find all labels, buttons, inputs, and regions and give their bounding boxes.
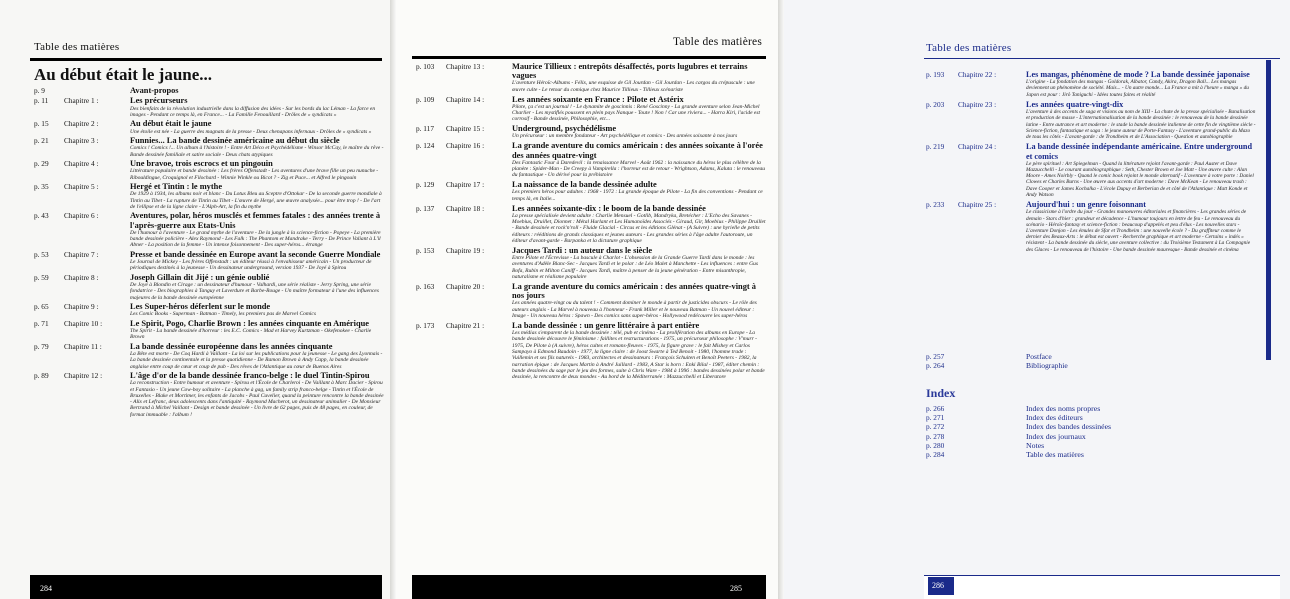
entry-description: The Spirit - La bande dessinée d'horreur : les E.C. Comics - Mad et Harvey Kurtzman - Okefenokee - Charlie Brown xyxy=(130,327,372,341)
entry-title: Notes xyxy=(1026,440,1045,450)
entry-chapter: Chapitre 18 : xyxy=(446,203,485,213)
toc-left xyxy=(34,86,384,419)
entry-title: Joseph Gillain dit Jijé : un génie oublié xyxy=(130,272,270,282)
book-title: Au début était le jaune... xyxy=(34,65,213,84)
entry-chapter: Chapitre 24 : xyxy=(958,142,997,152)
entry-page: p. 284 xyxy=(926,450,945,460)
entry-chapter: Chapitre 11 : xyxy=(64,341,102,351)
entry-page: p. 79 xyxy=(34,341,49,351)
entry-page: p. 53 xyxy=(34,249,49,259)
entry-page: p. 124 xyxy=(416,141,435,151)
entry-chapter: Chapitre 5 : xyxy=(64,182,99,192)
title-rule xyxy=(412,56,766,59)
toc-entry xyxy=(34,119,384,135)
toc-entry xyxy=(34,273,384,301)
entry-page: p. 35 xyxy=(34,182,49,192)
entry-title: Bibliographie xyxy=(1026,361,1068,371)
toc-entry xyxy=(926,404,1256,413)
entry-page: p. 163 xyxy=(416,281,435,291)
entry-page: p. 117 xyxy=(416,124,434,134)
toc-entry xyxy=(926,450,1256,459)
toc-entry xyxy=(34,96,384,118)
entry-description: Des Fantastic Four à Daredevil : la renaissance Marvel - Août 1962 : la naissance du héros le plus célèbre de la planète : Spider-Man - De Creepy à Vampirella : l'horreur est de retour - Wrightson, Adams, Kaluta : le renouveau du fantastique - Un dérivé pour la préhistoire xyxy=(512,159,766,179)
entry-chapter: Chapitre 7 : xyxy=(64,249,99,259)
page-number: 286 xyxy=(928,577,954,595)
entry-page: p. 278 xyxy=(926,431,945,441)
entry-title: Aujourd'hui : un genre foisonnant xyxy=(1026,200,1146,210)
entry-page: p. 280 xyxy=(926,440,945,450)
entry-title: Maurice Tillieux : entrepôts désaffectés, ports lugubres et terrains vagues xyxy=(512,62,748,81)
entry-title: Le Spirit, Pogo, Charlie Brown : les années cinquante en Amérique xyxy=(130,318,369,328)
entry-title: La bande dessinée : un genre littéraire à part entière xyxy=(512,320,700,330)
title-rule xyxy=(30,58,382,61)
toc-entry xyxy=(34,182,384,210)
toc-entry xyxy=(34,159,384,181)
page-number: 285 xyxy=(730,584,742,593)
entry-title: Presse et bande dessinée en Europe avant la seconde Guerre Mondiale xyxy=(130,249,381,259)
entry-chapter: Chapitre 4 : xyxy=(64,159,99,169)
entry-page: p. 11 xyxy=(34,96,49,106)
entry-description: L'origine - La fondation des mangas - Goldorak, Albator, Candy, Akira, Dragon Ball... Les mangas deviennent un phénomène de société. Mais... - Un autre monde... La France a mit à l'heure « manga » du Japon est pour : Jirô Taniguchi - Idées toutes faites et réalité xyxy=(1026,79,1249,98)
entry-title: La bande dessinée indépendante américaine. Entre underground et comics xyxy=(1026,142,1253,161)
entry-description: Pilote, ça c'est un journal ! - Le dynamite de goscinnis : René Goscinny - La grande aventure selon Jean-Michel Charlier - Les mystiflés poussent en plein pays Nanque - Toute ! Non ! Car une riviera... - Harra Kiri, l'acide est corrosif - Bande dessinée, Philosophie, etc... xyxy=(512,103,760,123)
page-heading: Table des matières xyxy=(34,41,120,53)
entry-title: Index des éditeurs xyxy=(1026,413,1083,423)
page-footer xyxy=(30,575,382,599)
entry-chapter: Chapitre 3 : xyxy=(64,136,99,146)
entry-chapter: Chapitre 6 : xyxy=(64,211,99,221)
toc-entry xyxy=(416,62,766,93)
entry-title: La grande aventure du comics américain : des années quatre-vingt à nos jours xyxy=(512,281,756,301)
entry-page: p. 203 xyxy=(926,100,945,109)
toc-entry xyxy=(416,321,766,381)
toc-entry xyxy=(416,246,766,280)
entry-title: Les années soixante-dix : le boom de la bande dessinée xyxy=(512,203,706,213)
entry-chapter: Chapitre 19 : xyxy=(446,245,485,255)
toc-entry xyxy=(416,282,766,319)
entry-chapter: Chapitre 25 : xyxy=(958,200,997,210)
entry-title: Jacques Tardi : un auteur dans le siècle xyxy=(512,245,653,255)
entry-title: La grande aventure du comics américain : des années soixante à l'orée des années quatre-vingt xyxy=(512,141,763,160)
entry-title: Index des bandes dessinées xyxy=(1026,422,1112,432)
entry-description: Littérature populaire et bande dessinée : Les frères Offenstadt - Les aventures d'une brave fille un peu nunuche - Ribouldingue, Croquignol et Filochard - Winnie Winkle ou Bicot ? - Zig et Puce... et Alfred le pingouin xyxy=(130,168,379,181)
entry-chapter: Chapitre 16 : xyxy=(446,141,485,151)
entry-title: Index des journaux xyxy=(1026,431,1086,441)
entry-page: p. 129 xyxy=(416,180,435,190)
toc-entry xyxy=(34,211,384,248)
entry-chapter: Chapitre 23 : xyxy=(958,100,997,109)
entry-page: p. 153 xyxy=(416,245,435,255)
entry-page: p. 137 xyxy=(416,203,435,213)
page-heading: Table des matières xyxy=(673,36,763,48)
entry-chapter: Chapitre 10 : xyxy=(64,318,103,328)
back-matter xyxy=(926,352,1256,370)
toc-entry xyxy=(926,70,1256,98)
entry-chapter: Chapitre 21 : xyxy=(446,320,485,330)
entry-description: Les années quatre-vingt ou du talent ! - Comment dominer le monde à partir de justicides obscurs - Le rôle des auteurs anglais - La Marvel à nouveau à l'honneur - Frank Miller et le nouveau Batman - Un nouvel éditeur : Image - Un nouveau héros : Spawn - Des comics sans super-héros - Hollywood redécouvre les super-héros xyxy=(512,300,757,319)
entry-page: p. 103 xyxy=(416,62,435,71)
index-list xyxy=(926,404,1256,459)
toc-entry xyxy=(34,136,384,158)
entry-description: Un précurseur : un membre fondateur - Art psychédélique et comics - Des années soixante à nos jours xyxy=(512,133,738,140)
entry-page: p. 43 xyxy=(34,211,49,221)
toc-middle xyxy=(416,62,766,382)
entry-description: De Joyé à Blondin et Cirage : un dessinateur d'humour - Valhardi, une série réaliste - Jerry Spring, une série fondatrice - Des biographies à Tanguy et Laverdure et Barbe-Rouge - Un maître formateur à l'une des influences majeures de la bande dessinée européenne xyxy=(130,281,379,301)
entry-description: Une étoile est née - La guerre des magnats de la presse - Deux chenapans infernaux - Drôles de « syndicats » xyxy=(130,128,372,135)
page-284 xyxy=(0,0,396,599)
entry-title: Index des noms propres xyxy=(1026,404,1101,413)
entry-chapter: Chapitre 20 : xyxy=(446,281,485,291)
entry-page: p. 9 xyxy=(34,86,45,95)
entry-description: Les premiers héros pour adultes : 1968 - 1972 : La grande époque de Pilote - La fin des conventions - Pendant ce temps là, en Italie... xyxy=(512,189,763,202)
entry-title: Postface xyxy=(1026,352,1052,361)
title-rule xyxy=(924,58,1280,59)
toc-entry xyxy=(34,342,384,370)
toc-entry xyxy=(926,432,1256,441)
entry-title: Les Super-héros déferlent sur le monde xyxy=(130,302,271,312)
entry-page: p. 272 xyxy=(926,422,945,432)
entry-page: p. 233 xyxy=(926,200,945,210)
entry-page: p. 89 xyxy=(34,371,49,381)
entry-description: L'aventure Héroïc-Albums - Félix, une esquisse de Gil Jourdan - Gil Jourdan - Les cargos du crépuscule : une œuvre culte - Le retour du comique chez Maurice Tillieux - Tillieux scénariste xyxy=(512,80,755,93)
page-number: 284 xyxy=(40,584,52,593)
toc-entry xyxy=(416,180,766,202)
side-bar xyxy=(1266,60,1271,360)
toc-entry xyxy=(926,200,1256,253)
entry-chapter: Chapitre 13 : xyxy=(446,62,485,71)
index-title: Index xyxy=(926,386,956,400)
entry-chapter: Chapitre 12 : xyxy=(64,371,103,381)
entry-description: Entre Pilote et l'Écrevisse - La bascule à Charlot - L'obsession de la Grande Guerre Tardi dans le monde : les aventures d'Adèle Blanc-Sec - Jacques Tardi et le polar : de Léo Malet à Manchette - Les influences : entre Gus Bofa, Rubin et Milton Caniff - Jacques Tardi, maître à penser de la jeune génération - Entre misanthropie, naturalisme et réalisme populaire xyxy=(512,255,758,281)
entry-title: Funnies... La bande dessinée américaine au début du siècle xyxy=(130,136,340,146)
entry-title: Table des matières xyxy=(1026,450,1084,460)
entry-chapter: Chapitre 2 : xyxy=(64,119,99,129)
entry-description: L'aventure à des accents de saga et visions au nom de XIII - La chute de la presse spécialisée - Banalisation et production de masse - L'internationalisation de la bande dessinée : le renouveau de la bande dessinée latine - Entre autrance et art moderne : le stade la bande dessinée italienne de cette fin de vingtième siècle - Science-fiction, fantastique et saga : le jeune auteur de Porte-Fantasy - L'aventure grand-public du Mazo de tous les côtés - L'avant-garde : de Trondheim et de L'Association - Question et autobiographie xyxy=(1026,109,1256,141)
entry-description: Les médias s'emparent de la bande dessinée : télé, pub et cinéma - La prolifération des albums en Europe - La bande dessinée découvre le féminisme : faillites et restructurations - 1975, un précurseur philosophe : V'murr - 1975, De Pilote à (A suivre), héros cultes et romans-fleuves - 1975, la figure grave : le fait Mishey et Carlos Sampayo à Edmond Baudoin - 1977, la ligne claire : de Joost Swarte à Ted Benoit - 1980, l'homme trade : Vuillemin et ses fils naturels - 1983, architectes et dessinateurs : François Schuiten et Benoît Peeters - 1982, la narration épique : de Jacques Martin à André Juillard - 1983, A Star is born : Enki Bilal - 1987, éditer chemin : bande dessinées du sage par le jeu des formes, suite à Chris Ware - 1984 à 1996 : bandes dessinées polar et bande dessinée, la rencontre de deux mondes - Au bord de la Méditerranée : Mazzucchelli et Liberatore xyxy=(512,330,765,381)
entry-description: Le père spirituel : Art Spiegelman - Quand la littérature rejoint l'avant-garde : Paul Auster et Dave Mazzucchelli - Le courant autobiographique : Seth, Chester Brown et Joe Matt - Une œuvre culte : Alan Moore - Ames Noirbly - Quand le comic book rejoint le monde alternatif - L'aventure à votre porte : Daniel Clowes et Charles Burns - Une œuvre aux accents d'art moderne : Dave McKean - Le renouveau trash : Dave Cooper et James Kochalka - L'école Dupuy et Berberian de et côté de l'Atlantique : Matt Konde et Andy Watson xyxy=(1026,160,1254,198)
entry-page: p. 219 xyxy=(926,142,945,152)
entry-page: p. 71 xyxy=(34,318,49,328)
entry-page: p. 21 xyxy=(34,136,49,146)
entry-description: Comics ! Comics !... Un album à l'histoire ! - Entre Art Déco et Psychédélisme - Winsor McCay, le maître du rêve - Bande dessinée familiale et satire sociale - Deux chats atypiques xyxy=(130,145,384,158)
toc-entry xyxy=(416,124,766,140)
entry-title: Hergé et Tintin : le mythe xyxy=(130,182,223,192)
entry-chapter: Chapitre 1 : xyxy=(64,96,99,106)
toc-entry xyxy=(416,95,766,123)
entry-chapter: Chapitre 14 : xyxy=(446,94,485,104)
entry-title: Les mangas, phénomène de mode ? La bande dessinée japonaise xyxy=(1026,70,1250,79)
entry-title: Une bravoe, trois escrocs et un pingouin xyxy=(130,159,273,169)
entry-page: p. 65 xyxy=(34,302,49,312)
page-footer xyxy=(924,575,1280,599)
toc-entry xyxy=(926,352,1256,361)
toc-entry xyxy=(926,422,1256,431)
entry-page: p. 15 xyxy=(34,119,49,129)
page-285 xyxy=(396,0,784,599)
page-heading: Table des matières xyxy=(926,42,1012,54)
entry-title: Underground, psychédélisme xyxy=(512,124,617,134)
entry-description: Le classicisme à l'ordre du jour - Grandes manoeuvres éditoriales et financières - Les grandes séries de demain - Stars d'hier : grandeur et décadence - L'humour toujours en lettre de feu - Le renouveau du scénario - Héroïc-fantasy et science-fiction : beaucoup d'appelés et peu d'élus - Les nouvelles stars - L'aventure Donjon - Les émules de Sfar et Trondheim : une nouvelle école ? - Du graffiteur comme le dernier des Beaux-Arts : le début est ouvert - Recherche graphique et art moderne - Certains « indés » résistent - La bande dessinée du siècle, une aventure collective : du Troisième Testament à La Compagnie des Glaces - Le renouveau de l'histoire - Une bande dessinée mauresque - Bande dessinée et cinéma xyxy=(1026,209,1251,253)
entry-title: Les précurseurs xyxy=(130,96,188,106)
toc-entry xyxy=(34,250,384,272)
entry-title: La bande dessinée européenne dans les années cinquante xyxy=(130,341,333,351)
entry-description: Les Comic Books - Superman - Batman - Timely, les premiers pas de Marvel Comics xyxy=(130,311,317,318)
entry-chapter: Chapitre 9 : xyxy=(64,302,99,312)
entry-title: Les années soixante en France : Pilote et Astérix xyxy=(512,94,684,104)
toc-entry xyxy=(34,319,384,341)
page-footer xyxy=(412,575,766,599)
toc-entry xyxy=(34,371,384,418)
entry-chapter: Chapitre 8 : xyxy=(64,272,99,282)
entry-page: p. 257 xyxy=(926,352,945,361)
entry-page: p. 266 xyxy=(926,404,945,413)
entry-chapter: Chapitre 17 : xyxy=(446,180,485,190)
toc-entry xyxy=(926,361,1256,370)
entry-description: Des bienfaits de la révolution industrielle dans la diffusion des idées - Sur les bords du lac Léman - La farce en images - Pendant ce temps là, en France... - La Famille Fenouillard - Drôles de « syndicats » xyxy=(130,105,376,118)
entry-page: p. 29 xyxy=(34,159,49,169)
entry-page: p. 193 xyxy=(926,70,945,79)
toc-entry xyxy=(34,302,384,318)
toc-entry xyxy=(926,142,1256,198)
toc-right xyxy=(926,70,1256,255)
entry-title: Les années quatre-vingt-dix xyxy=(1026,100,1124,109)
entry-title: La naissance de la bande dessinée adulte xyxy=(512,180,657,190)
entry-description: De 1929 à 1934, les albums noir et blanc - Du Lotus Bleu au Sceptre d'Ottokar - De la seconde guerre mondiale à Tintin au Tibet - La rupture de Tintin au Tibet - L'œuvre de Hergé, une œuvre analysée... pour être trop ! - De l'art de l'ellipse et de la ligne claire - L'Alph-Art, la fin du mythe xyxy=(130,191,382,210)
entry-page: p. 109 xyxy=(416,94,435,104)
toc-entry xyxy=(926,441,1256,450)
toc-entry xyxy=(34,86,384,95)
entry-title: Avant-propos xyxy=(130,86,179,95)
entry-chapter: Chapitre 22 : xyxy=(958,70,997,79)
entry-page: p. 173 xyxy=(416,320,435,330)
toc-entry xyxy=(926,100,1256,140)
entry-title: Au début était le jaune xyxy=(130,119,212,129)
toc-entry xyxy=(926,413,1256,422)
entry-title: L'âge d'or de la bande dessinée franco-belge : le duel Tintin-Spirou xyxy=(130,371,370,381)
entry-description: De l'humour à l'aventure - Le grand mythe de l'aventure - De la jungle à la science-fiction - Popeye - La première bande dessinée policière - Alex Raymond - Les Falk : The Phantom et Mandrake - Terry - De Prince Valiant à L'il Abner - La position de la femme - Un intense foisonnement - Des super-héros... étrange xyxy=(130,229,381,249)
entry-page: p. 271 xyxy=(926,413,945,423)
toc-entry xyxy=(416,204,766,245)
toc-entry xyxy=(416,141,766,178)
entry-page: p. 59 xyxy=(34,272,49,282)
entry-description: La Bête est morte - De Coq Hardi à Vaillant - La loi sur les publications pour la jeunesse - Le gang des Lyonnais - La bande dessinée continentale et la presse quotidienne - De Ramon Brown à Andy Capp, la bande dessinée anglaise entre coup de cœur et coup de pub - Des rêves de l'Atlantique au cœur de Buenos Aires xyxy=(130,350,383,370)
entry-page: p. 264 xyxy=(926,361,945,371)
entry-description: La reconstruction - Entre humour et aventure - Spirou et l'École de Charleroi - De Vaillant à Marc Dacier - Spirou et Fantasio - Un jeune Cow-boy solitaire - La planche à gag, un family strip franco-belge - Tintin et l'École de Bruxelles - Blake et Mortimer, les enfants de Jacobs - Paul Cuvelier, quand la peinture rencontre la bande dessinée - Alix et Lefranc, deux adolescents dans l'antiquité - Raymond Macherot, un dessinateur animalier - De Monsieur Bertrand à Michel Vaillant - Design et bande dessinée - Un livre de 62 pages, puis de 48 pages, en couleur, de format immuable : l'album ! xyxy=(130,380,384,418)
page-286 xyxy=(784,0,1290,599)
entry-chapter: Chapitre 15 : xyxy=(446,124,485,134)
entry-description: La presse spécialisée devient adulte : Charlie Mensuel - Gotlib, Mandryka, Bretécher : L'Echo des Savanes - Moebius, Druillet, Dionnet : Métal Hurlant et Les Humanoïdes Associés - Giraud, Gir, Moebius - Philippe Druillet - Bande dessinée et rock'n'roll - Fluide Glacial - Circus et les éditions Glénat - (A Suivre) : une hyrielle de petits éditeurs : rééditions de grands classiques et jeunes auteurs - Les grandes séries à l'âge adulte l'autoroute, un éditeur d'avant-garde - Barpanka et la dictature graphique xyxy=(512,212,766,245)
entry-description: Le Journal de Mickey - Les frères Offenstadt : un éditeur réussi à l'envahisseur américain - Un producteur de périodiques destinés à la jeunesse - Un dessinateur underground, version 1937 - De Joyé à Spirou xyxy=(130,259,372,272)
entry-title: Aventures, polar, héros musclés et femmes fatales : des années trente à l'après-guerre aux Etats-Unis xyxy=(130,211,381,230)
